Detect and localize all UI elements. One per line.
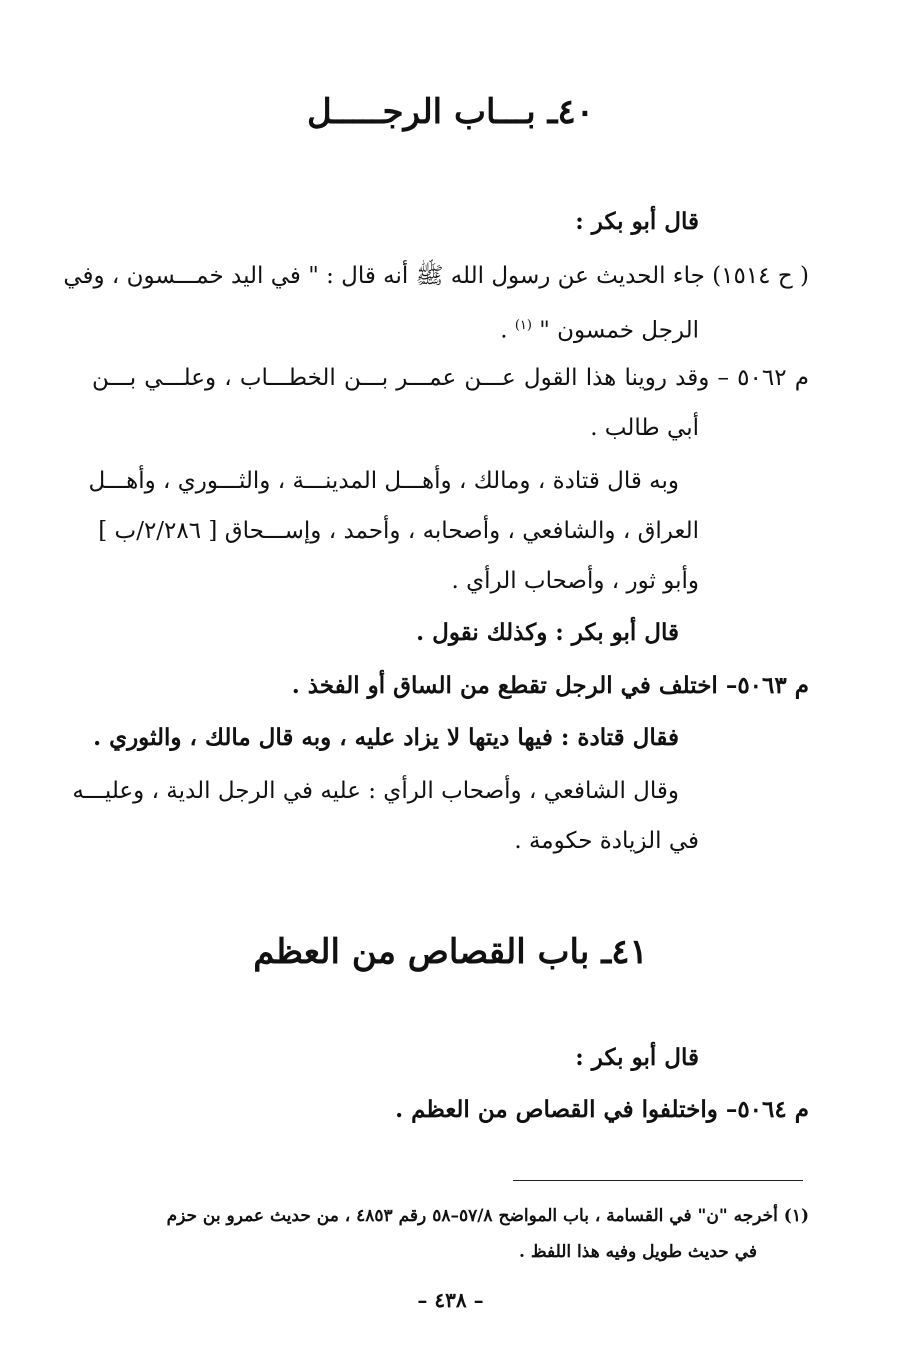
footnote-line2: في حديث طويل وفيه هذا اللفظ . [519, 1242, 757, 1262]
shafii-opinion-line1: وقال الشافعي ، وأصحاب الرأي : عليه في الرجل الدية ، وعليـــه [72, 778, 679, 804]
hadith-1514-line1: ( ح ١٥١٤) جاء الحديث عن رسول الله ﷺ أنه قال : " في اليد خمـــسون ، وفي [63, 263, 809, 289]
footnote-line1: (١) أخرجه "ن" في القسامة ، باب المواضح ٥٧/٨–٥٨ رقم ٤٨٥٣ ، من حديث عمرو بن حزم [166, 1206, 809, 1226]
hadith-1514-line2-text: الرجل خمسون " [531, 317, 699, 344]
shafii-opinion-line2: في الزيادة حكومة . [514, 828, 699, 854]
chapter-40-title: ٤٠ـ بـــاب الرجـــــل [306, 92, 594, 132]
para1-line3: وأبو ثور ، وأصحاب الرأي . [451, 568, 699, 594]
hadith-1514-line2-end: . [500, 317, 515, 344]
page-number: – ٤٣٨ – [417, 1288, 484, 1312]
chapter-41-intro: قال أبو بكر : [575, 1044, 699, 1071]
footnote-separator [513, 1180, 803, 1181]
issue-5063: م ٥٠٦٣– اختلف في الرجل تقطع من الساق أو الفخذ . [291, 672, 809, 699]
footnote-reference: (١) [514, 318, 532, 333]
hadith-1514-line2 [92, 300, 809, 357]
chapter-40-intro: قال أبو بكر : [575, 208, 699, 235]
issue-5064: م ٥٠٦٤– واختلفوا في القصاص من العظم . [395, 1096, 809, 1123]
issue-5062-line2: أبي طالب . [590, 415, 699, 441]
para1-line1: وبه قال قتادة ، ومالك ، وأهـــل المدينـــة ، والثـــوري ، وأهـــل [88, 468, 679, 494]
chapter-41-title: ٤١ـ باب القصاص من العظم [253, 932, 648, 972]
qatada-opinion: فقال قتادة : فيها ديتها لا يزاد عليه ، وبه قال مالك ، والثوري . [93, 724, 679, 751]
para1-line2: العراق ، والشافعي ، وأصحابه ، وأحمد ، وإســـحاق [ ٢/٢٨٦/ب ] [98, 518, 699, 544]
issue-5062-line1: م ٥٠٦٢ – وقد روينا هذا القول عـــن عمـــر بـــن الخطـــاب ، وعلـــي بـــن [92, 365, 809, 391]
abubakr-statement: قال أبو بكر : وكذلك نقول . [416, 619, 679, 646]
